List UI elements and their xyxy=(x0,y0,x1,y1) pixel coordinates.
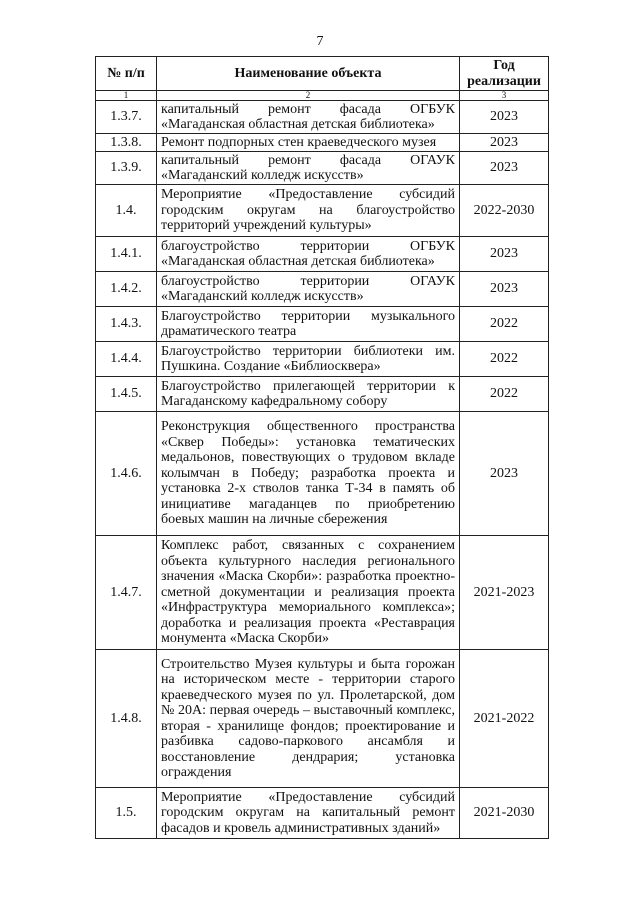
column-index: 3 xyxy=(460,91,549,101)
column-index-row xyxy=(96,91,549,101)
object-name: Ремонт подпорных стен краеведческого музея xyxy=(157,134,460,152)
object-name: благоустройство территории ОГБУК «Магаданская областная детская библиотека» xyxy=(157,237,460,272)
object-name: капитальный ремонт фасада ОГБУК «Магаданская областная детская библиотека» xyxy=(157,101,460,134)
table-row xyxy=(96,185,549,237)
table-row xyxy=(96,377,549,412)
object-name: капитальный ремонт фасада ОГАУК «Магаданский колледж искусств» xyxy=(157,152,460,185)
object-name: Благоустройство территории музыкального драматического театра xyxy=(157,307,460,342)
row-number: 1.3.9. xyxy=(96,152,157,185)
row-number: 1.5. xyxy=(96,788,157,839)
table-row xyxy=(96,342,549,377)
year-cell: 2022 xyxy=(460,342,549,377)
object-name: Благоустройство прилегающей территории к Магаданскому кафедральному собору xyxy=(157,377,460,412)
table-row xyxy=(96,101,549,134)
year-cell: 2023 xyxy=(460,272,549,307)
row-number: 1.4.6. xyxy=(96,412,157,536)
year-cell: 2023 xyxy=(460,412,549,536)
year-cell: 2021-2030 xyxy=(460,788,549,839)
year-cell: 2021-2022 xyxy=(460,650,549,788)
year-cell: 2023 xyxy=(460,152,549,185)
row-number: 1.3.7. xyxy=(96,101,157,134)
year-cell: 2022-2030 xyxy=(460,185,549,237)
object-name: Мероприятие «Предоставление субсидий городским округам на благоустройство территорий учреждений культуры» xyxy=(157,185,460,237)
table-row xyxy=(96,307,549,342)
header-name: Наименование объекта xyxy=(157,57,460,91)
table-row xyxy=(96,412,549,536)
object-name: Мероприятие «Предоставление субсидий городским округам на капитальный ремонт фасадов и кровель административных зданий» xyxy=(157,788,460,839)
object-name: Комплекс работ, связанных с сохранением объекта культурного наследия регионального значения «Маска Скорби»: разработка проектно-сметной документации и реализация проекта «Инфраструктура мемориального комплекса»; доработка и реализация проекта «Реставрация монумента «Маска Скорби» xyxy=(157,536,460,650)
page-number: 7 xyxy=(316,34,324,49)
table-row xyxy=(96,788,549,839)
row-number: 1.3.8. xyxy=(96,134,157,152)
year-cell: 2022 xyxy=(460,307,549,342)
row-number: 1.4.4. xyxy=(96,342,157,377)
table-header-row xyxy=(96,57,549,91)
year-cell: 2021-2023 xyxy=(460,536,549,650)
column-index: 1 xyxy=(96,91,157,101)
row-number: 1.4.5. xyxy=(96,377,157,412)
row-number: 1.4. xyxy=(96,185,157,237)
header-num: № п/п xyxy=(96,57,157,91)
row-number: 1.4.1. xyxy=(96,237,157,272)
year-cell: 2022 xyxy=(460,377,549,412)
object-name: Реконструкция общественного пространства «Сквер Победы»: установка тематических медальонов, повествующих о трудовом вкладе колымчан в Победу; разработка проекта и установка 2-х стволов танка Т-34 в память об инициативе магаданцев по приобретению боевых машин на личные сбережения xyxy=(157,412,460,536)
table-row xyxy=(96,650,549,788)
year-cell: 2023 xyxy=(460,101,549,134)
object-name: Строительство Музея культуры и быта горожан на историческом месте - территории старого краеведческого музея по ул. Пролетарской, дом № 20А: первая очередь – выставочный комплекс, вторая - хранилище фондов; проектирование и разбивка садово-паркового ансамбля и восстановление дендрария; установка ограждения xyxy=(157,650,460,788)
row-number: 1.4.3. xyxy=(96,307,157,342)
document-table xyxy=(95,56,549,839)
year-cell: 2023 xyxy=(460,237,549,272)
row-number: 1.4.7. xyxy=(96,536,157,650)
table-row xyxy=(96,536,549,650)
table-row xyxy=(96,272,549,307)
header-year: Год реализации xyxy=(460,57,549,91)
object-name: Благоустройство территории библиотеки им. Пушкина. Создание «Библиосквера» xyxy=(157,342,460,377)
object-name: благоустройство территории ОГАУК «Магаданский колледж искусств» xyxy=(157,272,460,307)
row-number: 1.4.8. xyxy=(96,650,157,788)
table-row xyxy=(96,237,549,272)
year-cell: 2023 xyxy=(460,134,549,152)
column-index: 2 xyxy=(157,91,460,101)
table-row xyxy=(96,134,549,152)
row-number: 1.4.2. xyxy=(96,272,157,307)
table-row xyxy=(96,152,549,185)
